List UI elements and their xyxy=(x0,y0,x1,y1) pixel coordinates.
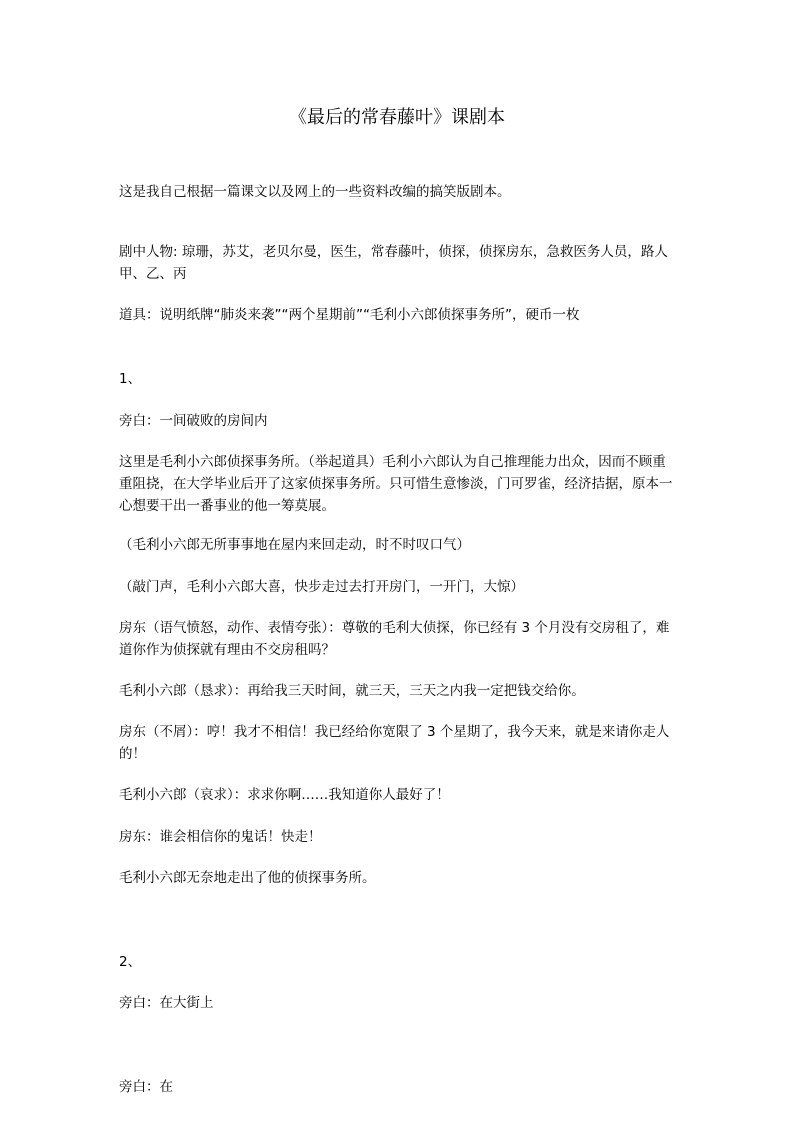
dialogue-line-5: 房东：谁会相信你的鬼话！快走！ xyxy=(119,829,322,845)
dialogue-line-1: 房东（语气愤怒，动作、表情夸张）：尊敬的毛利大侦探，你已经有 3 个月没有交房租了，难道你作为侦探就有理由不交房租吗？ xyxy=(119,620,670,658)
stage-direction-1: （毛利小六郎无所事事地在屋内来回走动，时不时叹口气） xyxy=(119,537,470,553)
scene-2-number: 2、 xyxy=(119,954,142,970)
document-title: 《最后的常春藤叶》课剧本 xyxy=(289,107,505,128)
dialogue-line-3: 房东（不屑）：哼！我才不相信！我已经给你宽限了 3 个星期了，我今天来，就是来请你走人的！ xyxy=(119,724,670,762)
dialogue-line-6: 毛利小六郎无奈地走出了他的侦探事务所。 xyxy=(119,870,376,886)
scene-1-description: 这里是毛利小六郎侦探事务所。（举起道具）毛利小六郎认为自己推理能力出众，因而不顾重重阻挠，在大学毕业后开了这家侦探事务所。只可惜生意惨淡，门可罗雀，经济拮据，原本一心想要干出一番事业的他一筹莫展。 xyxy=(119,454,673,514)
dialogue-line-2: 毛利小六郎（恳求）：再给我三天时间，就三天，三天之内我一定把钱交给你。 xyxy=(119,683,585,699)
dialogue-line-4: 毛利小六郎（哀求）：求求你啊……我知道你人最好了！ xyxy=(119,787,450,803)
stage-direction-2: （敲门声，毛利小六郎大喜，快步走过去打开房门，一开门，大惊） xyxy=(119,579,524,595)
scene-1-number: 1、 xyxy=(119,371,142,387)
scene-1-narration: 旁白：一间破败的房间内 xyxy=(119,413,268,429)
scene-2-narration-1: 旁白：在大街上 xyxy=(119,995,214,1011)
scene-2-narration-2: 旁白：在 xyxy=(119,1079,173,1095)
characters-paragraph: 剧中人物: 琼珊，苏艾，老贝尔曼，医生，常春藤叶，侦探，侦探房东，急救医务人员，路人甲、乙、丙 xyxy=(119,244,668,282)
props-paragraph: 道具：说明纸牌“肺炎来袭”“两个星期前”“毛利小六郎侦探事务所”，硬币一枚 xyxy=(119,307,580,323)
intro-paragraph: 这是我自己根据一篇课文以及网上的一些资料改编的搞笑版剧本。 xyxy=(119,184,511,200)
